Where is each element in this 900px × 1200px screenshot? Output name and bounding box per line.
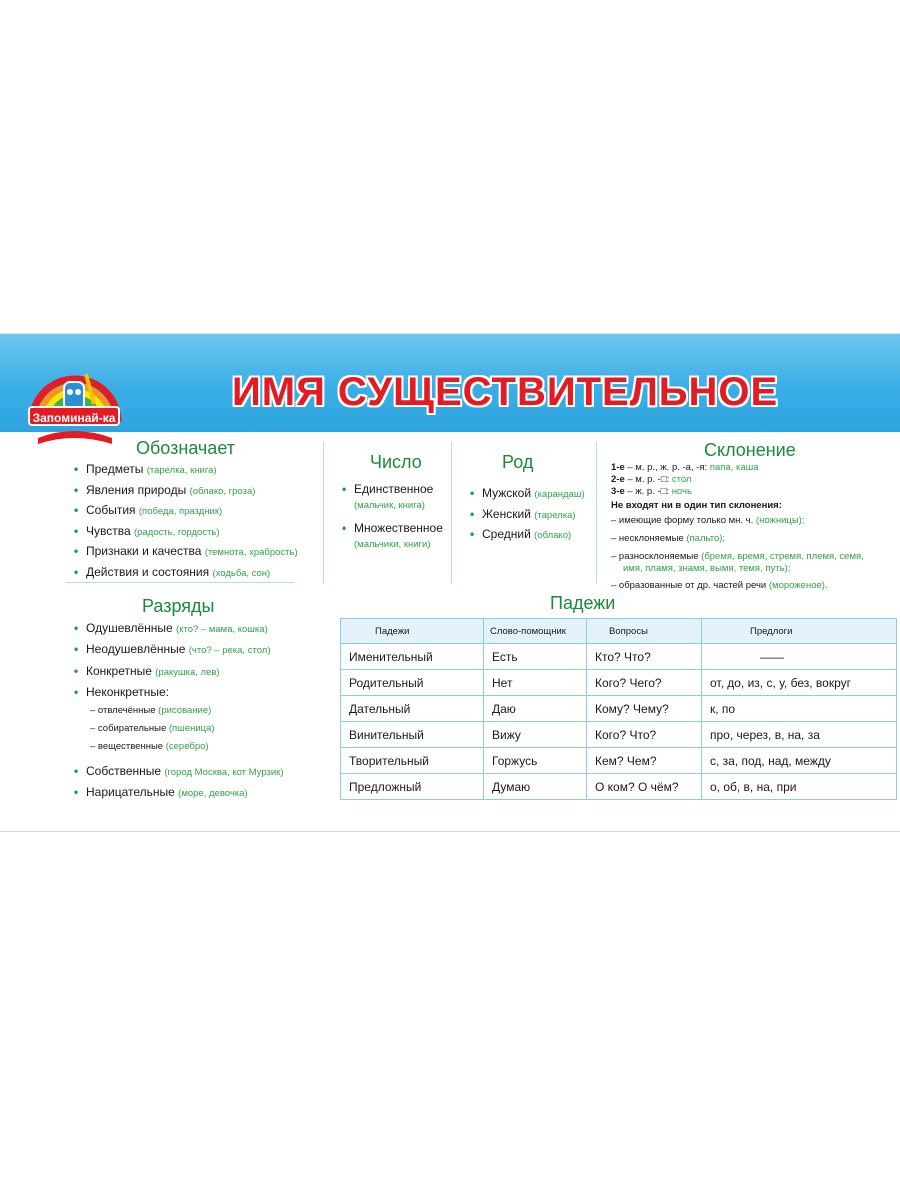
divider <box>596 442 597 584</box>
table-row <box>341 748 897 774</box>
column-header: Предлоги <box>702 619 897 644</box>
list-item: • Конкретные (ракушка, лев) <box>74 662 220 683</box>
section-title-rod: Род <box>502 452 534 472</box>
table-row <box>341 696 897 722</box>
table-cell: Кого? Чего? <box>587 670 702 696</box>
table-cell: Кого? Что? <box>587 722 702 748</box>
exception-line: – разносклоняемые (бремя, время, стремя, племя, семя, <box>611 551 864 562</box>
table-cell: Думаю <box>484 774 587 800</box>
razryady-list-2 <box>74 662 220 703</box>
section-title-oboznachaet: Обозначает <box>136 438 235 458</box>
exception-line: – несклоняемые (пальто); <box>611 533 726 544</box>
not-included-heading: Не входят ни в один тип склонения: <box>611 500 782 511</box>
divider <box>451 442 452 584</box>
exception-line: – имеющие форму только мн. ч. (ножницы); <box>611 515 805 526</box>
oboznachaet-list <box>74 460 298 583</box>
list-item: • Средний (облако) <box>470 525 585 546</box>
list-item: • Множественное (мальчики, книги) <box>342 521 443 552</box>
razryady-sublist <box>72 702 215 756</box>
table-row <box>341 644 897 670</box>
section-title-padezhi: Падежи <box>550 593 616 613</box>
table-cell: Творительный <box>341 748 484 774</box>
section-title-razryady: Разряды <box>142 596 215 616</box>
list-item: • Собственные (город Москва, кот Мурзик) <box>74 762 284 783</box>
declension-line: 1-е – м. р., ж. р. -а, -я: папа, каша <box>611 462 759 473</box>
table-cell: от, до, из, с, у, без, вокруг <box>702 670 897 696</box>
sklonenie-block <box>611 462 864 592</box>
list-item: • Чувства (радость, гордость) <box>74 522 298 543</box>
table-cell: Горжусь <box>484 748 587 774</box>
column-header: Падежи <box>341 619 484 644</box>
table-cell: к, по <box>702 696 897 722</box>
poster <box>0 333 900 832</box>
table-cell: Кем? Чем? <box>587 748 702 774</box>
table-cell: Предложный <box>341 774 484 800</box>
list-item: • Явления природы (облако, гроза) <box>74 481 298 502</box>
declension-line: 3-е – ж. р. -□: ночь <box>611 486 692 497</box>
table-cell: —— <box>702 644 897 670</box>
table-row <box>341 670 897 696</box>
table-row <box>341 774 897 800</box>
table-cell: Дательный <box>341 696 484 722</box>
chislo-list <box>342 482 443 552</box>
cases-table <box>340 618 897 800</box>
table-cell: про, через, в, на, за <box>702 722 897 748</box>
divider <box>66 582 294 583</box>
list-item: – отвлечённые (рисование) <box>90 705 212 716</box>
rod-list <box>470 484 585 546</box>
table-cell: Кто? Что? <box>587 644 702 670</box>
list-item: • Действия и состояния (ходьба, сон) <box>74 563 298 584</box>
list-item: – собирательные (пшеница) <box>90 723 215 734</box>
list-item: • Признаки и качества (темнота, храбрость) <box>74 542 298 563</box>
divider <box>323 442 324 584</box>
declension-line: 2-е – м. р. -□: стол <box>611 474 692 485</box>
razryady-list-1 <box>74 619 271 660</box>
table-header-row <box>341 619 897 644</box>
table-cell: с, за, под, над, между <box>702 748 897 774</box>
table-cell: Именительный <box>341 644 484 670</box>
table-row <box>341 722 897 748</box>
section-title-chislo: Число <box>370 452 422 472</box>
exception-line: имя, пламя, знамя, вымя, темя, путь); <box>623 563 791 574</box>
rainbow-logo-icon <box>24 352 126 447</box>
logo <box>24 352 126 447</box>
page-title: ИМЯ СУЩЕСТВИТЕЛЬНОЕ <box>232 370 779 414</box>
list-item: • Неконкретные: <box>74 683 220 704</box>
table-cell: Нет <box>484 670 587 696</box>
list-item: • Одушевлённые (кто? – мама, кошка) <box>74 619 271 640</box>
list-item: • Нарицательные (море, девочка) <box>74 783 284 804</box>
table-cell: Даю <box>484 696 587 722</box>
table-cell: о, об, в, на, при <box>702 774 897 800</box>
column-header: Вопросы <box>587 619 702 644</box>
table-cell: О ком? О чём? <box>587 774 702 800</box>
table-cell: Есть <box>484 644 587 670</box>
table-cell: Родительный <box>341 670 484 696</box>
table-cell: Винительный <box>341 722 484 748</box>
table-cell: Вижу <box>484 722 587 748</box>
list-item: • Неодушевлённые (что? – река, стол) <box>74 640 271 661</box>
list-item: • Предметы (тарелка, книга) <box>74 460 298 481</box>
list-item: • Единственное (мальчик, книга) <box>342 482 443 513</box>
razryady-list-3 <box>74 762 284 803</box>
list-item: – вещественные (серебро) <box>90 741 209 752</box>
section-title-sklonenie: Склонение <box>704 440 796 460</box>
table-cell: Кому? Чему? <box>587 696 702 722</box>
list-item: • Женский (тарелка) <box>470 505 585 526</box>
list-item: • Мужской (карандаш) <box>470 484 585 505</box>
list-item: • События (победа, праздник) <box>74 501 298 522</box>
exception-line: – образованные от др. частей речи (мороженое). <box>611 580 828 591</box>
logo-label: Запоминай-ка <box>28 406 120 426</box>
column-header: Слово-помощник <box>484 619 587 644</box>
